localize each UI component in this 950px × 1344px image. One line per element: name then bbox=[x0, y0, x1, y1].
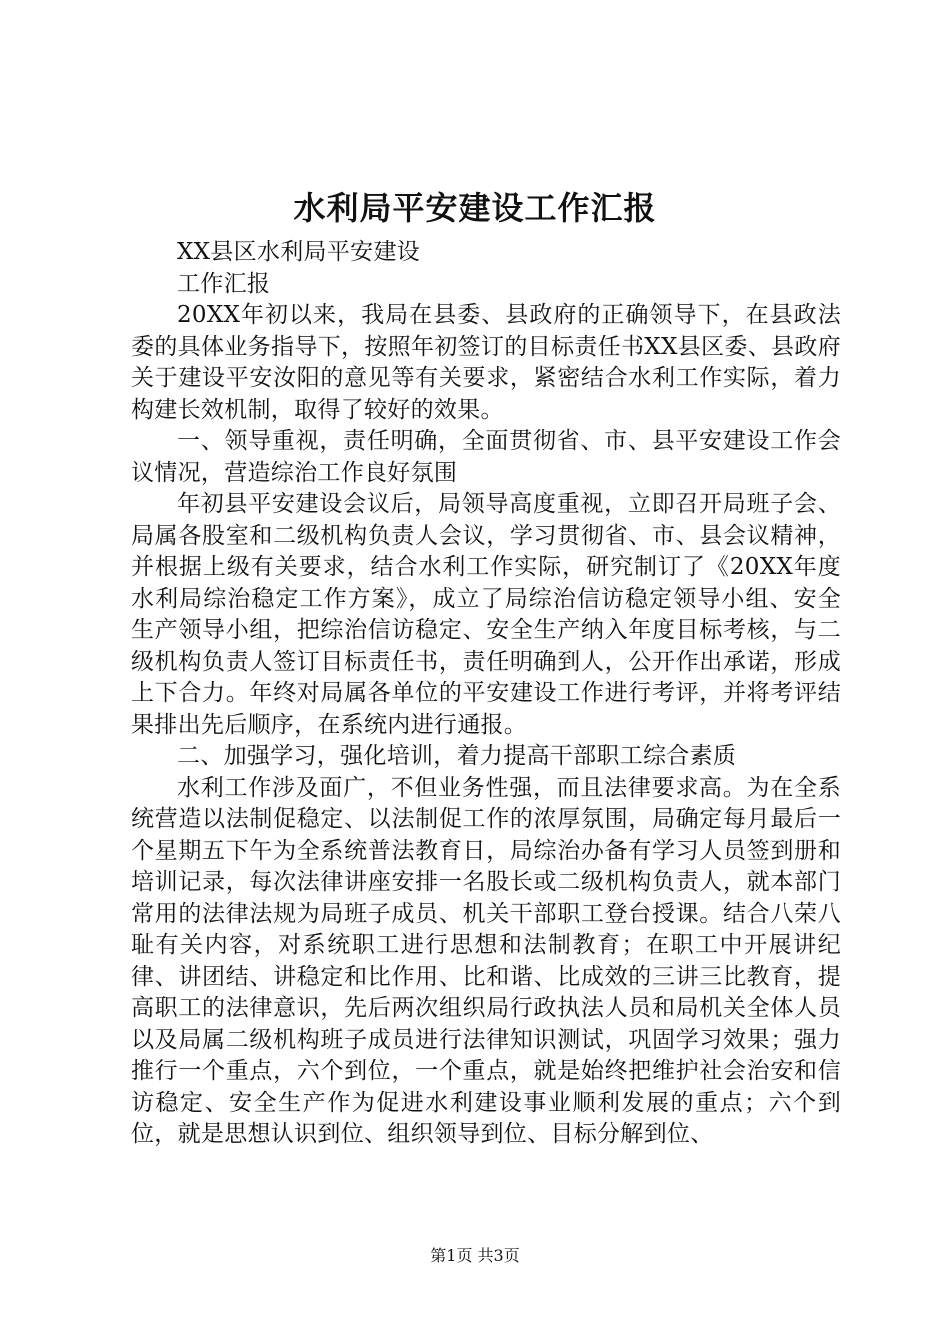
paragraph-section-2: 水利工作涉及面广，不但业务性强，而且法律要求高。为在全系统营造以法制促稳定、以法制促工作的浓厚氛围，局确定每月最后一个星期五下午为全系统普法教育日，局综治办备有学习人员签到册和培训记录，每次法律讲座安排一名股长或二级机构负责人，就本部门常用的法律法规为局班子成员、机关干部职工登台授课。结合八荣八耻有关内容，对系统职工进行思想和法制教育；在职工中开展讲纪律、讲团结、讲稳定和比作用、比和谐、比成效的三讲三比教育，提高职工的法律意识，先后两次组织局行政执法人员和局机关全体人员以及局属二级机构班子成员进行法律知识测试，巩固学习效果；强力推行一个重点，六个到位，一个重点，就是始终把维护社会治安和信访稳定、安全生产作为促进水利建设事业顺利发展的重点；六个到位，就是思想认识到位、组织领导到位、目标分解到位、 bbox=[131, 774, 841, 1147]
page-footer: 第1页 共3页 bbox=[430, 1246, 520, 1265]
paragraph-intro: 20XX年初以来，我局在县委、县政府的正确领导下，在县政法委的具体业务指导下，按照年初签订的目标责任书XX县区委、县政府关于建设平安汝阳的意见等有关要求，紧密结合水利工作实际，着力构建长效机制，取得了较好的效果。 bbox=[131, 302, 841, 423]
document-body bbox=[131, 237, 841, 1151]
section-heading-1: 一、领导重视，责任明确，全面贯彻省、市、县平安建设工作会议情况，营造综治工作良好氛围 bbox=[131, 428, 841, 486]
paragraph-subtitle-1: XX县区水利局平安建设 bbox=[177, 239, 421, 265]
section-heading-2: 二、加强学习，强化培训，着力提高干部职工综合素质 bbox=[177, 743, 737, 769]
paragraph-subtitle-2: 工作汇报 bbox=[177, 270, 271, 297]
document-title: 水利局平安建设工作汇报 bbox=[293, 189, 657, 227]
paragraph-section-1: 年初县平安建设会议后，局领导高度重视，立即召开局班子会、局属各股室和二级机构负责人会议，学习贯彻省、市、县会议精神，并根据上级有关要求，结合水利工作实际，研究制订了《20XX年度水利局综治稳定工作方案》，成立了局综治信访稳定领导小组、安全生产领导小组，把综治信访稳定、安全生产纳入年度目标考核，与二级机构负责人签订目标责任书，责任明确到人，公开作出承诺，形成上下合力。年终对局属各单位的平安建设工作进行考评，并将考评结果排出先后顺序，在系统内进行通报。 bbox=[131, 491, 841, 738]
